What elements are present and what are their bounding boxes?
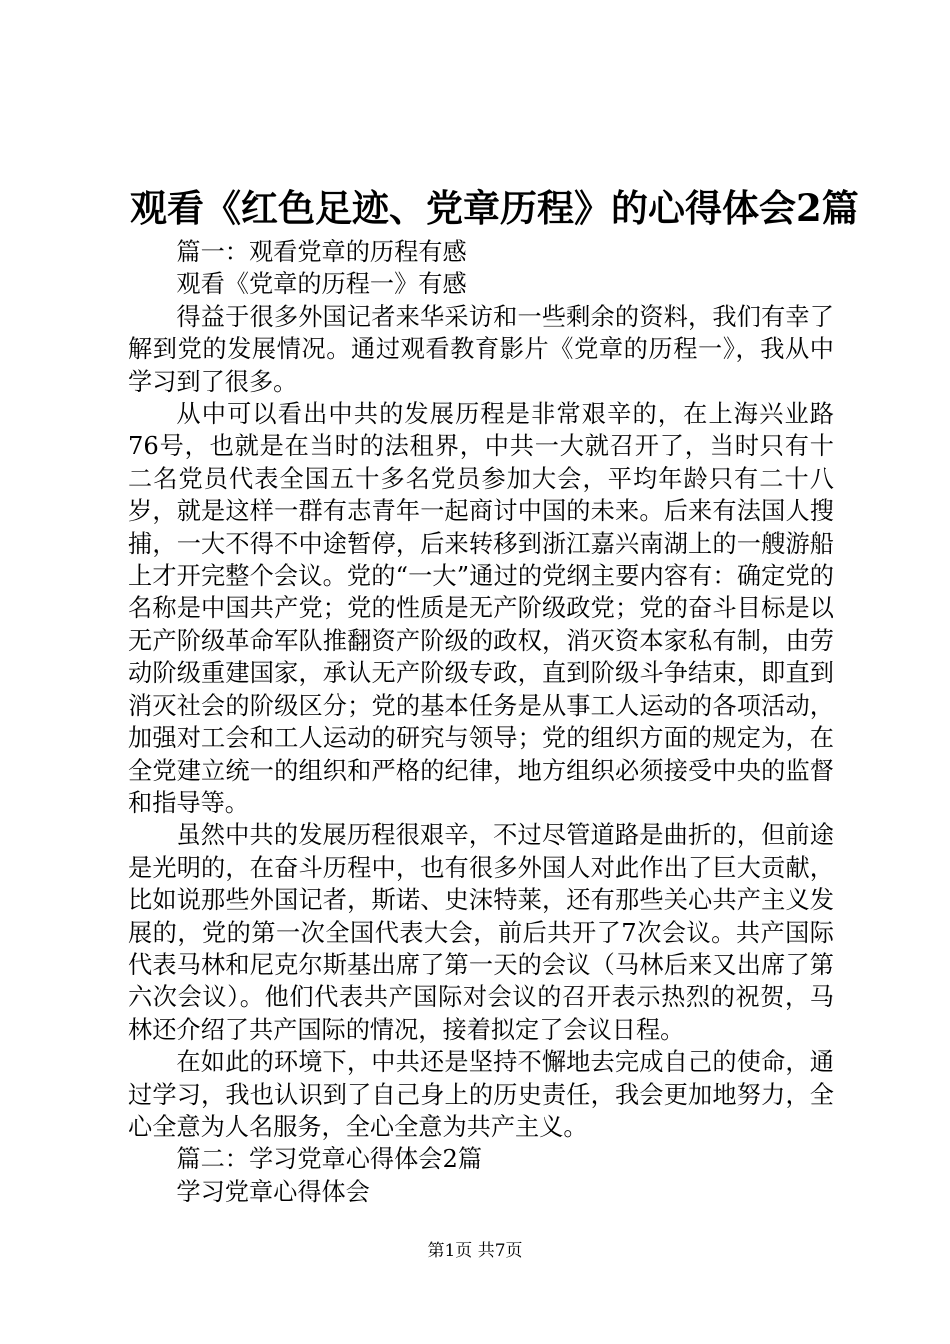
- section-subheading-2: 学习党章心得体会: [176, 1177, 370, 1206]
- document-title: 观看《红色足迹、党章历程》的心得体会2篇: [130, 186, 859, 230]
- page-footer: 第1页 共7页: [427, 1241, 523, 1261]
- body-paragraph-3: 虽然中共的发展历程很艰辛，不过尽管道路是曲折的，但前途是光明的，在奋斗历程中，也有很多外国人对此作出了巨大贡献，比如说那些外国记者，斯诺、史沫特莱，还有那些关心共产主义发展的，党的第一次全国代表大会，前后共开了7次会议。共产国际代表马林和尼克尔斯基出席了第一天的会议（马林后来又出席了第六次会议）。他们代表共产国际对会议的召开表示热烈的祝贺，马林还介绍了共产国际的情况，接着拟定了会议日程。: [128, 821, 834, 1044]
- body-paragraph-1: 得益于很多外国记者来华采访和一些剩余的资料，我们有幸了解到党的发展情况。通过观看教育影片《党章的历程一》，我从中学习到了很多。: [128, 302, 834, 396]
- body-paragraph-4: 在如此的环境下，中共还是坚持不懈地去完成自己的使命，通过学习，我也认识到了自己身上的历史责任，我会更加地努力，全心全意为人名服务，全心全意为共产主义。: [128, 1048, 834, 1141]
- document-body: [128, 236, 834, 1208]
- body-paragraph-2: 从中可以看出中共的发展历程是非常艰辛的，在上海兴业路76号，也就是在当时的法租界，中共一大就召开了，当时只有十二名党员代表全国五十多名党员参加大会，平均年龄只有二十八岁，就是这样一群有志青年一起商讨中国的未来。后来有法国人搜捕，一大不得不中途暂停，后来转移到浙江嘉兴南湖上的一艘游船上才开完整个会议。党的“一大”通过的党纲主要内容有：确定党的名称是中国共产党；党的性质是无产阶级政党；党的奋斗目标是以无产阶级革命军队推翻资产阶级的政权，消灭资本家私有制，由劳动阶级重建国家，承认无产阶级专政，直到阶级斗争结束，即直到消灭社会的阶级区分；党的基本任务是从事工人运动的各项活动，加强对工会和工人运动的研究与领导；党的组织方面的规定为，在全党建立统一的组织和严格的纪律，地方组织必须接受中央的监督和指导等。: [128, 400, 834, 817]
- section-subheading-1: 观看《党章的历程一》有感: [176, 270, 467, 299]
- section-heading-1: 篇一：观看党章的历程有感: [176, 238, 467, 266]
- section-heading-2: 篇二：学习党章心得体会2篇: [176, 1145, 483, 1174]
